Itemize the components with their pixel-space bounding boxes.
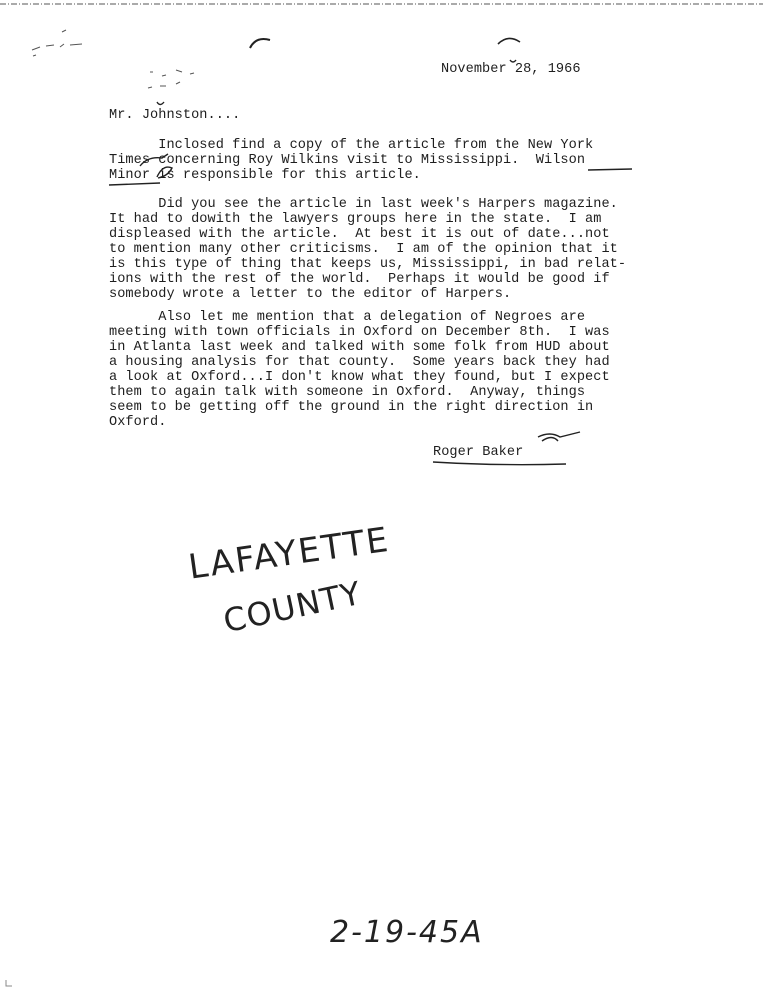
paragraph-line: displeased with the article. At best it is out of date...not	[109, 227, 610, 242]
margin-marks	[6, 980, 12, 986]
paragraph-line: to mention many other criticisms. I am of the opinion that it	[109, 242, 618, 257]
paragraph-line: ions with the rest of the world. Perhaps it would be good if	[109, 272, 610, 287]
paragraph-line: a look at Oxford...I don't know what they found, but I expect	[109, 370, 610, 385]
handwritten-county-line-2: COUNTY	[220, 573, 365, 641]
paragraph-line: meeting with town officials in Oxford on December 8th. I was	[109, 325, 610, 340]
paragraph-line: It had to dowith the lawyers groups here in the state. I am	[109, 212, 602, 227]
paragraph-line: somebody wrote a letter to the editor of Harpers.	[109, 287, 512, 302]
paragraph-line: Times concerning Roy Wilkins visit to Mississippi. Wilson	[109, 153, 586, 168]
paragraph-line: Minor is responsible for this article.	[109, 168, 421, 183]
proofreading-marks	[109, 60, 632, 465]
paragraph-line: Oxford.	[109, 415, 167, 430]
letter-salutation: Mr. Johnston....	[109, 108, 241, 123]
handwritten-county-line-1: LAFAYETTE	[186, 519, 393, 588]
paragraph-line: in Atlanta last week and talked with some folk from HUD about	[109, 340, 610, 355]
paragraph-line: Inclosed find a copy of the article from the New York	[109, 138, 594, 153]
smudge-marks	[32, 30, 194, 88]
letter-date: November 28, 1966	[441, 62, 581, 77]
paragraph-line: Did you see the article in last week's Harpers magazine.	[109, 197, 618, 212]
paragraph-line: seem to be getting off the ground in the right direction in	[109, 400, 594, 415]
paragraph-line: them to again talk with someone in Oxford. Anyway, things	[109, 385, 586, 400]
paragraph-line: is this type of thing that keeps us, Mississippi, in bad relat-	[109, 257, 627, 272]
letter-signature: Roger Baker	[433, 445, 524, 460]
paragraph-line: a housing analysis for that county. Some years back they had	[109, 355, 610, 370]
handwritten-file-number: 2-19-45A	[330, 915, 484, 950]
corner-tick-mark	[498, 38, 520, 44]
corner-tick-mark	[250, 39, 270, 48]
paragraph-line: Also let me mention that a delegation of Negroes are	[109, 310, 586, 325]
